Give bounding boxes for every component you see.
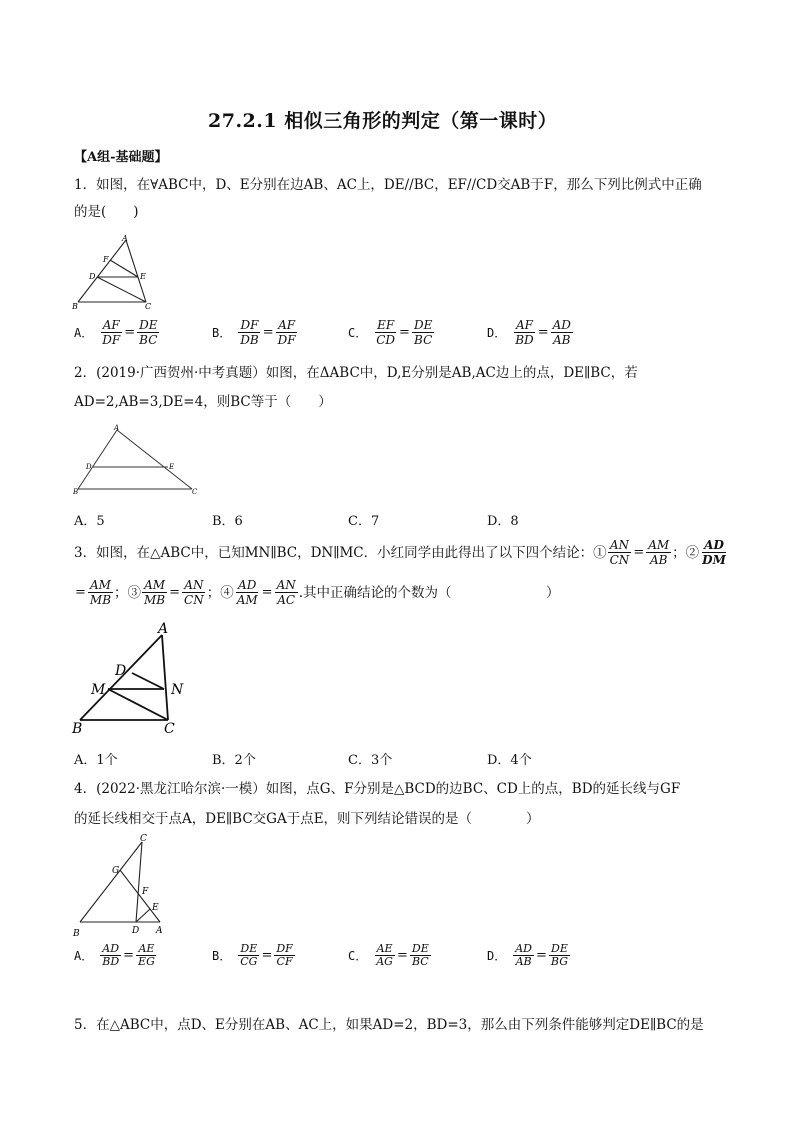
frac-den: DF <box>102 333 121 347</box>
equals-sign: = <box>124 325 136 340</box>
q2-option-b[interactable]: B．6 <box>212 514 243 529</box>
frac-den: CF <box>276 955 293 968</box>
equals-sign: = <box>399 325 410 340</box>
frac-den: EG <box>138 955 155 968</box>
frac-num: AN <box>184 578 204 592</box>
equals-sign: = <box>123 948 135 963</box>
q1-fig-label-d: D <box>89 272 96 281</box>
frac-den: BC <box>139 333 158 347</box>
q4-text-line2: 的延长线相交于点A，DE∥BC交GA于点E，则下列结论错误的是（ ） <box>74 811 540 827</box>
frac-den: AM <box>236 593 258 607</box>
page-title: 27.2.1 相似三角形的判定（第一课时） <box>208 110 558 132</box>
section-heading: 【A组-基础题】 <box>74 150 168 165</box>
q2-text-line1: 2．(2019·广西贺州·中考真题）如图，在ΔABC中，D,E分别是AB,AC边上的点，DE∥BC，若 <box>74 365 638 381</box>
frac-num: AD <box>704 538 724 552</box>
q2-fig-label-e: E <box>169 463 175 471</box>
equals-sign: = <box>262 325 274 340</box>
q4-option-a[interactable] <box>74 943 158 968</box>
frac-num: AD <box>515 942 532 955</box>
q2-fig-label-a: A <box>114 424 120 432</box>
frac-num: DE <box>551 942 568 955</box>
q1-figure <box>70 232 160 312</box>
equals-sign: = <box>261 584 273 600</box>
q1-option-c[interactable] <box>348 318 435 347</box>
frac-den: CD <box>376 333 396 347</box>
frac-num: AD <box>102 942 120 955</box>
frac-num: AF <box>515 318 533 332</box>
frac-num: AN <box>276 578 296 592</box>
q1-fig-label-c: C <box>145 302 152 311</box>
frac-den: AC <box>277 593 296 607</box>
q4-option-c[interactable] <box>348 943 432 968</box>
q2-text-line2: AD=2,AB=3,DE=4，则BC等于（ ） <box>74 394 332 410</box>
q4-option-b[interactable] <box>212 943 296 968</box>
frac-den: AG <box>376 955 393 968</box>
frac-num: AM <box>144 578 166 592</box>
q4-fig-label-g: G <box>112 866 120 876</box>
q4-fig-label-d: D <box>132 926 140 936</box>
frac-den: AB <box>553 333 571 347</box>
q3-intro: 3．如图，在△ABC中，已知MN∥BC，DN∥MC．小红同学由此得出了以下四个结论：① <box>74 544 607 561</box>
q3-tail: .其中正确结论的个数为（ ） <box>298 584 560 601</box>
q5-text-line1: 5．在△ABC中，点D、E分别在AB、AC上，如果AD=2，BD=3，那么由下列条件能够判定DE∥BC的是 <box>74 1017 704 1033</box>
q3-fig-label-d: D <box>115 663 127 679</box>
frac-den: CN <box>609 553 630 567</box>
frac-den: BD <box>102 955 120 968</box>
frac-num: AM <box>648 538 670 552</box>
q4-fig-label-f: F <box>142 887 149 897</box>
frac-num: DE <box>139 318 158 332</box>
q2-figure <box>70 422 204 498</box>
q1-fig-label-e: E <box>140 272 146 281</box>
q1-fig-label-a: A <box>122 234 128 243</box>
equals-sign: = <box>169 584 181 600</box>
option-letter: A． <box>74 326 94 340</box>
q3-text-line2 <box>74 578 560 607</box>
option-letter: B． <box>212 326 232 340</box>
q2-option-a[interactable]: A．5 <box>74 514 105 529</box>
frac-num: DF <box>240 318 259 332</box>
frac-num: DE <box>240 942 258 955</box>
q1-option-b[interactable] <box>212 318 299 347</box>
q3-text-line1 <box>74 538 729 567</box>
q1-text-line2: 的是( ) <box>74 204 139 220</box>
option-letter: D． <box>487 326 507 340</box>
frac-num: AF <box>278 318 296 332</box>
frac-num: AE <box>376 942 393 955</box>
q1-option-a[interactable] <box>74 318 160 347</box>
equals-sign: = <box>536 948 547 963</box>
frac-num: DF <box>276 942 293 955</box>
frac-den: CG <box>240 955 258 968</box>
frac-den: MB <box>89 593 112 607</box>
q1-text-line1: 1．如图，在∀ABC中，D、E分别在边AB、AC上，DE//BC，EF//CD交AB于F，那么下列比例式中正确 <box>74 177 702 193</box>
q1-fig-label-b: B <box>72 302 78 311</box>
frac-den: DM <box>702 553 726 567</box>
q4-fig-label-a: A <box>156 926 163 936</box>
frac-den: BC <box>411 955 429 968</box>
q3-option-d[interactable]: D．4个 <box>487 753 532 768</box>
q2-fig-label-c: C <box>192 488 198 496</box>
q3-figure <box>70 620 190 738</box>
q4-fig-label-c: C <box>140 834 147 844</box>
option-letter: B． <box>212 949 232 963</box>
frac-num: AD <box>238 578 257 592</box>
frac-den: AB <box>649 553 668 567</box>
q4-figure <box>70 830 174 940</box>
equals-sign: = <box>75 584 86 600</box>
frac-den: CN <box>184 593 204 607</box>
frac-den: BC <box>414 333 433 347</box>
frac-num: EF <box>377 318 395 332</box>
equals-sign: = <box>633 544 645 560</box>
frac-den: DB <box>240 333 259 347</box>
equals-sign: = <box>261 948 273 963</box>
q3-fig-label-a: A <box>158 621 169 637</box>
q3-option-a[interactable]: A．1个 <box>74 753 118 768</box>
q3-fig-label-c: C <box>164 721 175 737</box>
frac-den: DF <box>277 333 296 347</box>
frac-den: BD <box>515 333 534 347</box>
q2-fig-label-d: D <box>86 463 92 471</box>
frac-num: DE <box>411 942 429 955</box>
frac-num: DE <box>413 318 433 332</box>
q1-fig-label-f: F <box>103 255 109 264</box>
option-letter: A． <box>74 949 94 963</box>
q3-fig-label-n: N <box>171 682 184 698</box>
option-letter: C． <box>348 949 368 963</box>
equals-sign: = <box>396 948 408 963</box>
option-letter: D． <box>487 949 507 963</box>
q4-fig-label-b: B <box>73 929 80 939</box>
equals-sign: = <box>537 325 549 340</box>
q2-fig-label-b: B <box>73 488 79 496</box>
frac-num: AM <box>89 578 111 592</box>
frac-num: AD <box>552 318 571 332</box>
q3-sep: ；② <box>672 544 700 561</box>
frac-den: AB <box>515 955 532 968</box>
frac-num: AN <box>609 538 630 552</box>
q4-fig-label-e: E <box>152 903 159 913</box>
q3-option-b[interactable]: B．2个 <box>212 753 256 768</box>
frac-num: AF <box>102 318 120 332</box>
q4-option-d[interactable] <box>487 943 571 968</box>
q3-sep: ；③ <box>114 584 142 601</box>
frac-den: MB <box>144 593 166 607</box>
frac-den: BG <box>550 955 568 968</box>
q3-sep: ；④ <box>206 584 234 601</box>
q3-option-c[interactable]: C．3个 <box>348 753 393 768</box>
q3-fig-label-b: B <box>72 721 83 737</box>
q1-option-d[interactable] <box>487 318 574 347</box>
frac-num: AE <box>138 942 155 955</box>
q2-option-d[interactable]: D．8 <box>487 514 519 529</box>
q3-fig-label-m: M <box>91 682 106 698</box>
q2-option-c[interactable]: C．7 <box>348 514 380 529</box>
q4-text-line1: 4．(2022·黑龙江哈尔滨·一模）如图，点G、F分别是△BCD的边BC、CD上的点，BD的延长线与GF <box>74 781 681 797</box>
option-letter: C． <box>348 326 368 340</box>
